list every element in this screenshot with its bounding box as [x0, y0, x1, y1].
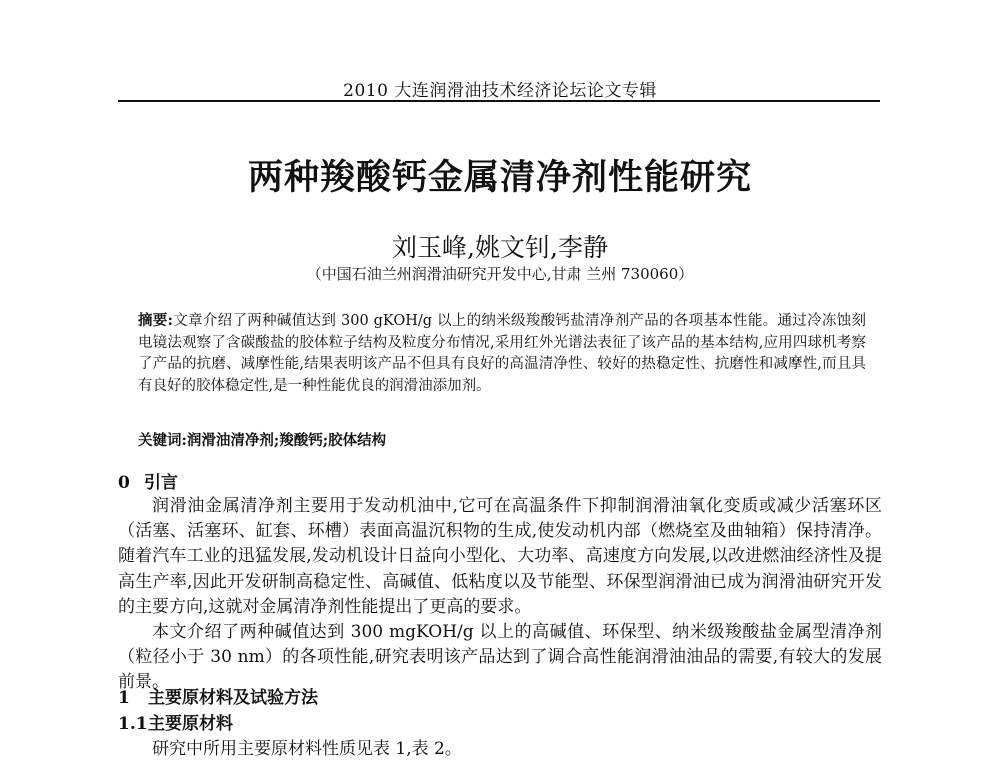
running-header: 2010 大连润滑油技术经济论坛论文专辑 [343, 81, 657, 101]
abstract [138, 310, 866, 397]
keywords-text: 润滑油清净剂;羧酸钙;胶体结构 [186, 432, 387, 449]
paper-title: 两种羧酸钙金属清净剂性能研究 [247, 157, 752, 198]
body-text [118, 494, 882, 696]
subsection-title: 主要原材料 [148, 714, 233, 734]
subsection-number: 1.1 [118, 714, 148, 734]
section-heading-introduction [118, 468, 178, 493]
paragraph: 润滑油金属清净剂主要用于发动机油中,它可在高温条件下抑制润滑油氧化变质或减少活塞环区（活塞、活塞环、缸套、环槽）表面高温沉积物的生成,使发动机内部（燃烧室及曲轴箱）保持清净。随着汽车工业的迅猛发展,发动机设计日益向小型化、大功率、高速度方向发展,以改进燃油经济性及提高生产率,因此开发研制高稳定性、高碱值、低粘度以及节能型、环保型润滑油已成为润滑油研究开发的主要方向,这就对金属清净剂性能提出了更高的要求。 [118, 496, 882, 617]
abstract-text: 文章介绍了两种碱值达到 300 gKOH/g 以上的纳米级羧酸钙盐清净剂产品的各项基本性能。通过冷冻蚀刻电镜法观察了含碳酸盐的胶体粒子结构及粒度分布情况,采用红外光谱法表征了该产品的基本结构,应用四球机考察了产品的抗磨、减摩性能,结果表明该产品不但具有良好的高温清净性、较好的热稳定性、抗磨性和减摩性,而且具有良好的胶体稳定性,是一种性能优良的润滑油添加剂。 [138, 313, 866, 394]
section-number: 1 [118, 688, 130, 708]
keywords-label: 关键词: [138, 432, 187, 449]
paragraph: 研究中所用主要原材料性质见表 1,表 2。 [152, 739, 462, 759]
section-title: 主要原材料及试验方法 [148, 688, 318, 708]
section-title: 引言 [144, 473, 178, 493]
section-heading-materials-methods [118, 683, 318, 708]
subsection-heading-materials [118, 709, 233, 734]
abstract-label: 摘要: [138, 312, 173, 329]
affiliation: （中国石油兰州润滑油研究开发中心,甘肃 兰州 730060） [306, 265, 694, 283]
header-rule [118, 100, 880, 102]
keywords [138, 430, 866, 452]
authors: 刘玉峰,姚文钊,李静 [392, 233, 608, 262]
section-number: 0 [118, 473, 130, 493]
paragraph: 本文介绍了两种碱值达到 300 mgKOH/g 以上的高碱值、环保型、纳米级羧酸盐金属型清净剂（粒径小于 30 nm）的各项性能,研究表明该产品达到了调合高性能润滑油油品的需要,有较大的发展前景。 [118, 622, 882, 693]
